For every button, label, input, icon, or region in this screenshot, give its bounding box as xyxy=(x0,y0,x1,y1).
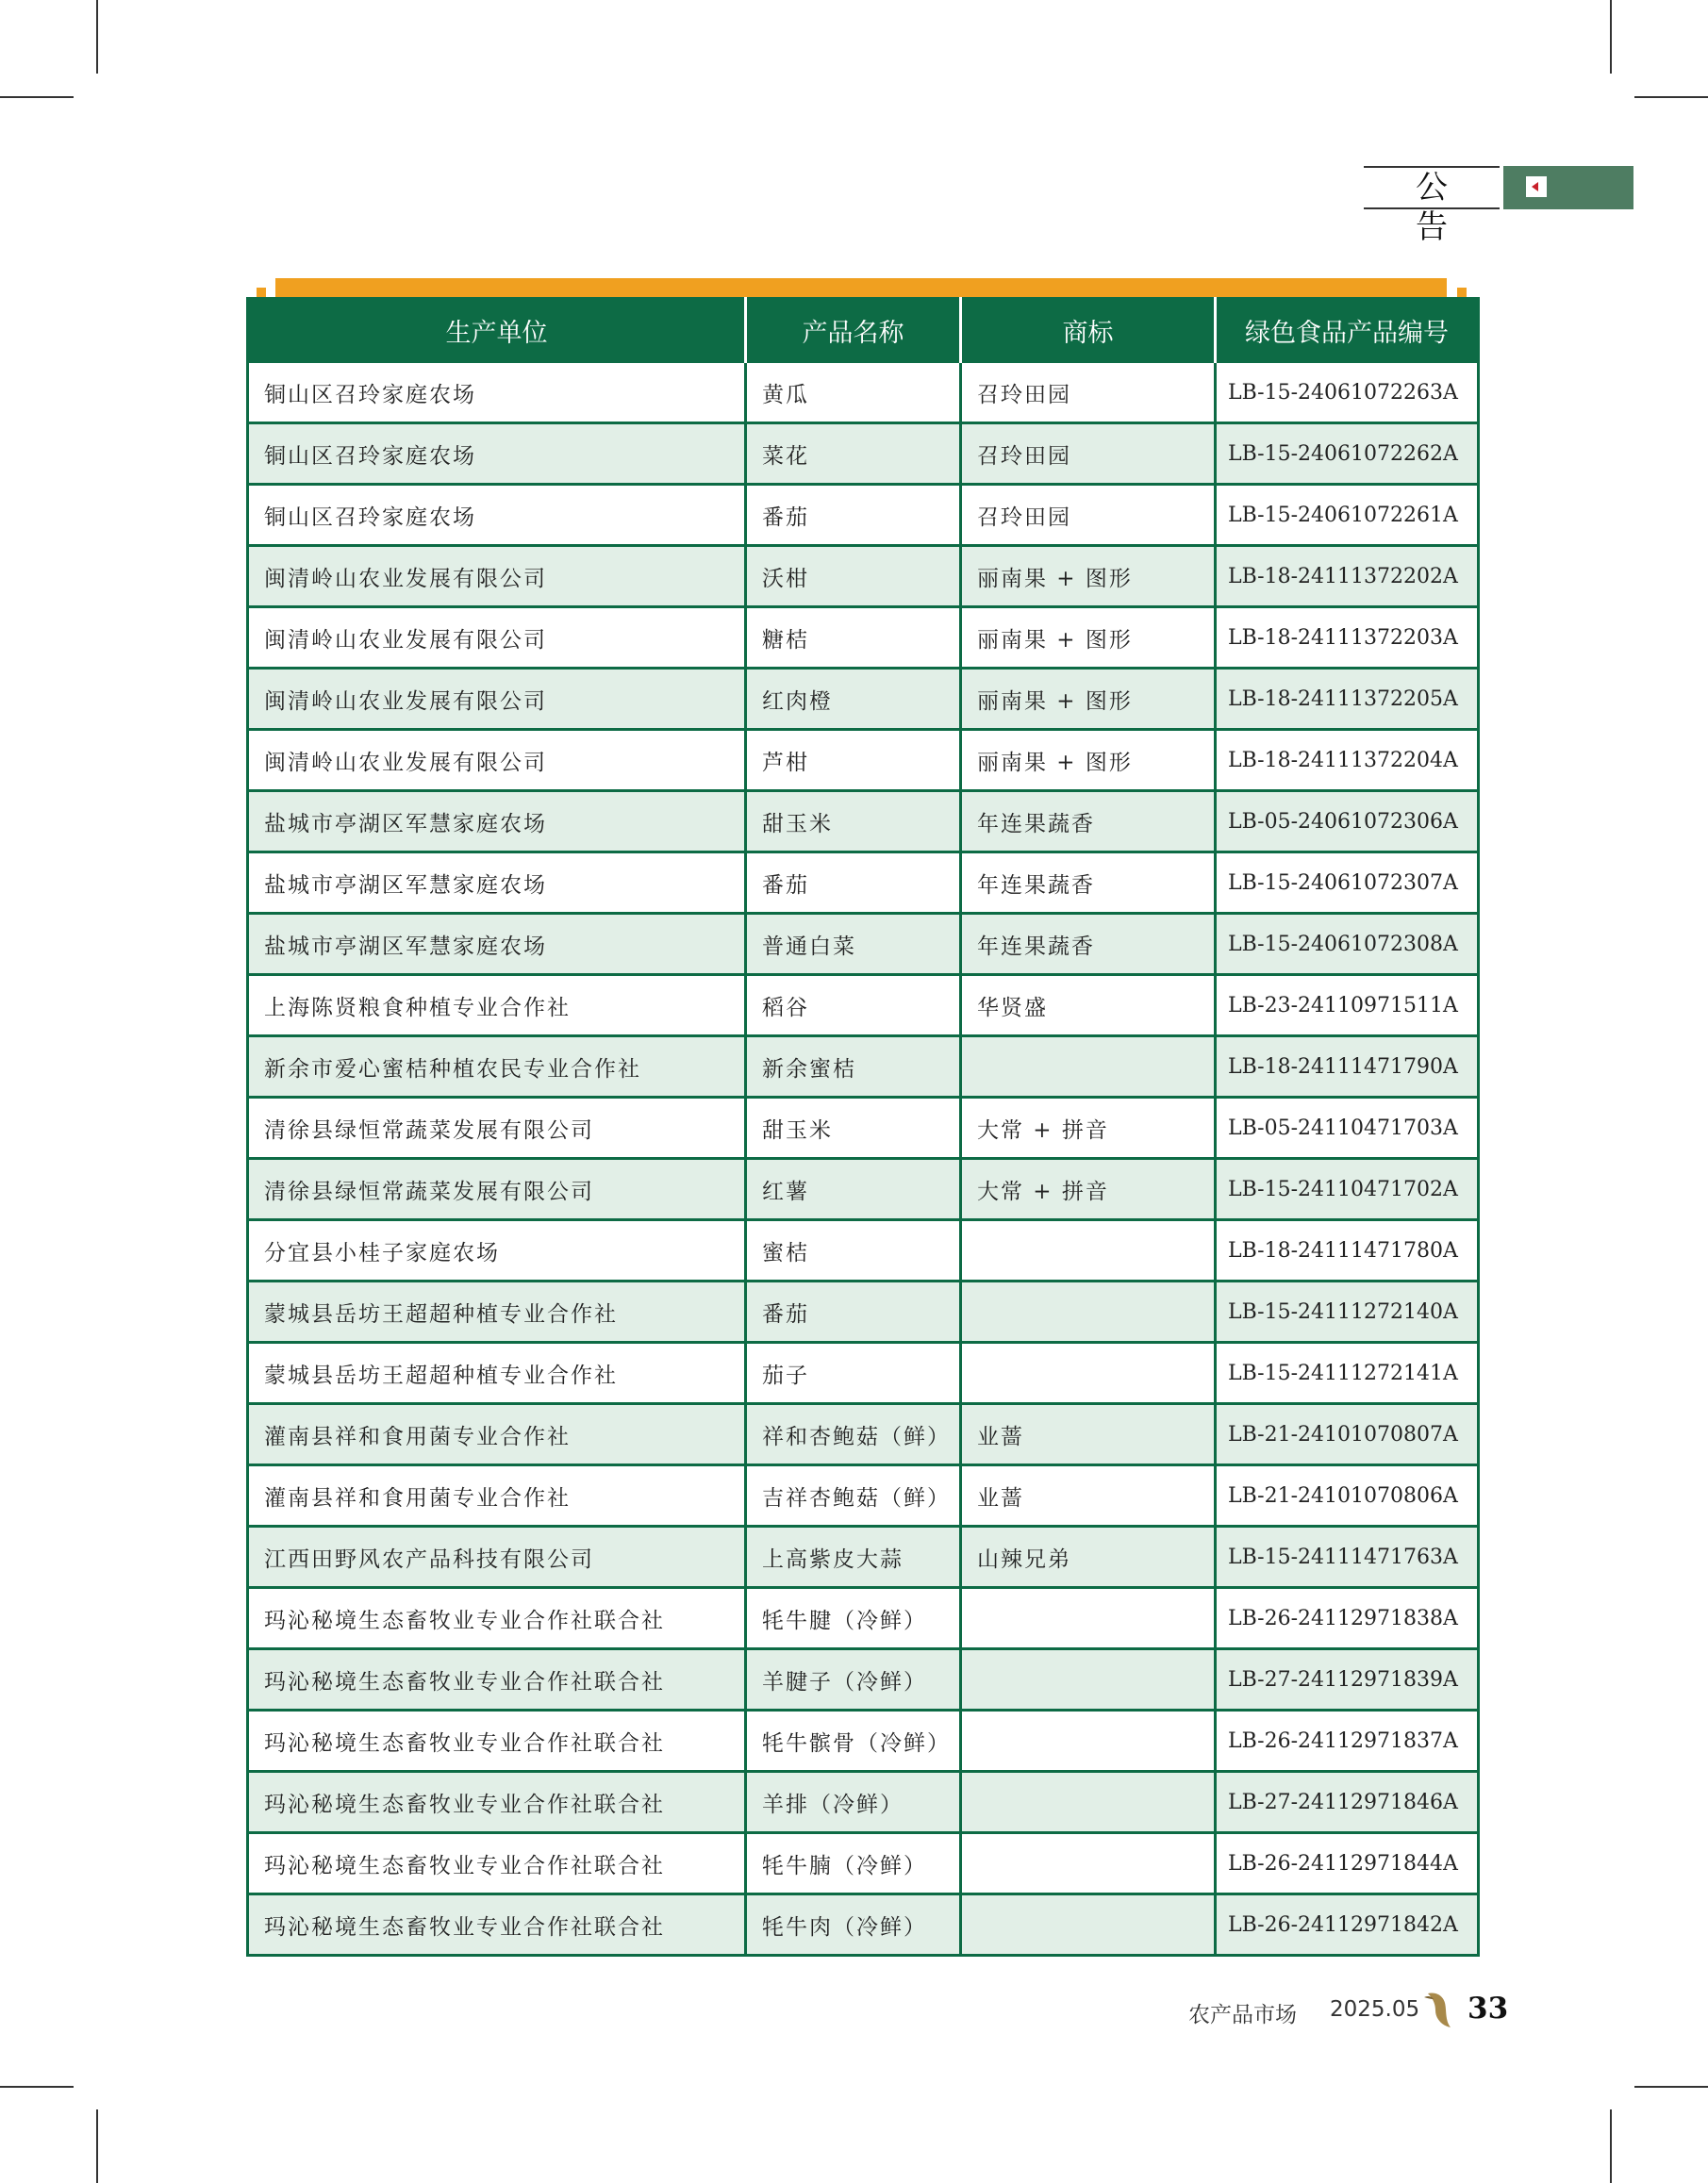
table-row xyxy=(248,423,1479,485)
table-row xyxy=(248,975,1479,1036)
table-row xyxy=(248,914,1479,975)
table-row xyxy=(248,791,1479,852)
cell-product-name: 普通白菜 xyxy=(746,914,961,975)
cell-product-name: 红肉橙 xyxy=(746,669,961,730)
cell-product-code: LB-21-24101070806A xyxy=(1216,1465,1479,1527)
cell-product-name: 番茄 xyxy=(746,485,961,546)
header-product-name: 产品名称 xyxy=(746,299,961,362)
section-bar xyxy=(1503,166,1633,209)
table-row xyxy=(248,1098,1479,1159)
cell-producer: 闽清岭山农业发展有限公司 xyxy=(248,607,746,669)
cell-trademark xyxy=(961,1220,1216,1282)
cell-product-code: LB-15-24061072261A xyxy=(1216,485,1479,546)
table-row xyxy=(248,1465,1479,1527)
crop-mark xyxy=(96,0,98,74)
cell-product-code: LB-27-24112971839A xyxy=(1216,1649,1479,1711)
magazine-name: 农产品市场 xyxy=(1188,2003,1297,2027)
cell-product-name: 芦柑 xyxy=(746,730,961,791)
cell-producer: 闽清岭山农业发展有限公司 xyxy=(248,669,746,730)
cell-product-name: 番茄 xyxy=(746,1282,961,1343)
cell-trademark: 召玲田园 xyxy=(961,485,1216,546)
cell-producer: 铜山区召玲家庭农场 xyxy=(248,362,746,423)
cell-product-name: 吉祥杏鲍菇（鲜） xyxy=(746,1465,961,1527)
cell-trademark: 丽南果 + 图形 xyxy=(961,730,1216,791)
table-row xyxy=(248,1833,1479,1894)
cell-producer: 新余市爱心蜜桔种植农民专业合作社 xyxy=(248,1036,746,1098)
cell-product-name: 糖桔 xyxy=(746,607,961,669)
cell-product-code: LB-26-24112971838A xyxy=(1216,1588,1479,1649)
crop-mark xyxy=(96,2109,98,2183)
cell-trademark: 召玲田园 xyxy=(961,423,1216,485)
cell-product-name: 番茄 xyxy=(746,852,961,914)
table-row xyxy=(248,1159,1479,1220)
cell-product-code: LB-18-24111372202A xyxy=(1216,546,1479,607)
cell-product-code: LB-26-24112971837A xyxy=(1216,1711,1479,1772)
cell-product-name: 牦牛髌骨（冷鲜） xyxy=(746,1711,961,1772)
cell-trademark xyxy=(961,1282,1216,1343)
cell-trademark: 业蔷 xyxy=(961,1404,1216,1465)
cell-product-name: 沃柑 xyxy=(746,546,961,607)
cell-product-code: LB-15-24061072307A xyxy=(1216,852,1479,914)
section-title: 公 告 xyxy=(1364,166,1500,209)
page-number: 33 xyxy=(1468,1992,1509,2026)
cell-trademark xyxy=(961,1711,1216,1772)
cell-producer: 蒙城县岳坊王超超种植专业合作社 xyxy=(248,1282,746,1343)
cell-producer: 铜山区召玲家庭农场 xyxy=(248,423,746,485)
table-row xyxy=(248,1894,1479,1956)
cell-producer: 灌南县祥和食用菌专业合作社 xyxy=(248,1404,746,1465)
cell-trademark: 华贤盛 xyxy=(961,975,1216,1036)
cell-product-name: 新余蜜桔 xyxy=(746,1036,961,1098)
cell-producer: 分宜县小桂子家庭农场 xyxy=(248,1220,746,1282)
cell-product-code: LB-15-24061072262A xyxy=(1216,423,1479,485)
cell-trademark: 年连果蔬香 xyxy=(961,791,1216,852)
cell-trademark: 丽南果 + 图形 xyxy=(961,546,1216,607)
cell-product-code: LB-18-24111471790A xyxy=(1216,1036,1479,1098)
cell-product-code: LB-05-24110471703A xyxy=(1216,1098,1479,1159)
cell-producer: 玛沁秘境生态畜牧业专业合作社联合社 xyxy=(248,1894,746,1956)
cell-producer: 蒙城县岳坊王超超种植专业合作社 xyxy=(248,1343,746,1404)
header-product-code: 绿色食品产品编号 xyxy=(1216,299,1479,362)
cell-producer: 灌南县祥和食用菌专业合作社 xyxy=(248,1465,746,1527)
cell-product-code: LB-18-24111471780A xyxy=(1216,1220,1479,1282)
issue-date: 2025.05 xyxy=(1330,1997,1420,2022)
cell-producer: 闽清岭山农业发展有限公司 xyxy=(248,546,746,607)
header-trademark: 商标 xyxy=(961,299,1216,362)
cell-product-name: 祥和杏鲍菇（鲜） xyxy=(746,1404,961,1465)
cell-trademark xyxy=(961,1894,1216,1956)
cell-product-code: LB-15-24061072308A xyxy=(1216,914,1479,975)
cell-trademark xyxy=(961,1343,1216,1404)
cell-trademark xyxy=(961,1649,1216,1711)
table-row xyxy=(248,1343,1479,1404)
cell-product-name: 黄瓜 xyxy=(746,362,961,423)
header-producer: 生产单位 xyxy=(248,299,746,362)
page-footer xyxy=(1188,1990,1509,2037)
cell-producer: 玛沁秘境生态畜牧业专业合作社联合社 xyxy=(248,1772,746,1833)
cell-trademark: 大常 + 拼音 xyxy=(961,1159,1216,1220)
cell-trademark: 召玲田园 xyxy=(961,362,1216,423)
crop-mark xyxy=(1610,0,1612,74)
table-row xyxy=(248,1649,1479,1711)
cell-trademark: 年连果蔬香 xyxy=(961,852,1216,914)
table-row xyxy=(248,546,1479,607)
table-row xyxy=(248,1282,1479,1343)
decorative-tab xyxy=(1457,288,1467,297)
cell-product-code: LB-18-24111372205A xyxy=(1216,669,1479,730)
crop-mark xyxy=(1610,2109,1612,2183)
cell-producer: 清徐县绿恒常蔬菜发展有限公司 xyxy=(248,1159,746,1220)
cell-producer: 盐城市亭湖区军慧家庭农场 xyxy=(248,914,746,975)
crop-mark xyxy=(0,2086,74,2088)
cell-producer: 江西田野风农产品科技有限公司 xyxy=(248,1527,746,1588)
cell-product-name: 甜玉米 xyxy=(746,791,961,852)
cell-product-name: 红薯 xyxy=(746,1159,961,1220)
cell-product-code: LB-05-24061072306A xyxy=(1216,791,1479,852)
cell-product-code: LB-18-24111372204A xyxy=(1216,730,1479,791)
cell-product-name: 牦牛腱（冷鲜） xyxy=(746,1588,961,1649)
cell-product-code: LB-15-24111272141A xyxy=(1216,1343,1479,1404)
cell-product-code: LB-26-24112971844A xyxy=(1216,1833,1479,1894)
table-row xyxy=(248,1772,1479,1833)
cell-product-name: 上高紫皮大蒜 xyxy=(746,1527,961,1588)
cell-trademark xyxy=(961,1772,1216,1833)
cell-product-name: 稻谷 xyxy=(746,975,961,1036)
cell-product-name: 菜花 xyxy=(746,423,961,485)
cell-product-name: 蜜桔 xyxy=(746,1220,961,1282)
cell-producer: 铜山区召玲家庭农场 xyxy=(248,485,746,546)
cell-producer: 玛沁秘境生态畜牧业专业合作社联合社 xyxy=(248,1649,746,1711)
cell-product-name: 牦牛腩（冷鲜） xyxy=(746,1833,961,1894)
table-row xyxy=(248,1036,1479,1098)
cell-product-name: 羊腱子（冷鲜） xyxy=(746,1649,961,1711)
cell-product-code: LB-15-24111471763A xyxy=(1216,1527,1479,1588)
cell-producer: 闽清岭山农业发展有限公司 xyxy=(248,730,746,791)
table-row xyxy=(248,1220,1479,1282)
cell-producer: 玛沁秘境生态畜牧业专业合作社联合社 xyxy=(248,1711,746,1772)
table-row xyxy=(248,362,1479,423)
table-row xyxy=(248,1711,1479,1772)
table-row xyxy=(248,669,1479,730)
cell-product-code: LB-15-24111272140A xyxy=(1216,1282,1479,1343)
crop-mark xyxy=(1634,2086,1708,2088)
table-row xyxy=(248,485,1479,546)
arrow-left-icon xyxy=(1526,176,1547,197)
table-header-row xyxy=(248,299,1479,362)
cell-trademark xyxy=(961,1036,1216,1098)
cell-product-code: LB-23-24110971511A xyxy=(1216,975,1479,1036)
cell-producer: 清徐县绿恒常蔬菜发展有限公司 xyxy=(248,1098,746,1159)
cell-producer: 盐城市亭湖区军慧家庭农场 xyxy=(248,791,746,852)
cell-producer: 盐城市亭湖区军慧家庭农场 xyxy=(248,852,746,914)
table-row xyxy=(248,607,1479,669)
cell-product-name: 牦牛肉（冷鲜） xyxy=(746,1894,961,1956)
table-row xyxy=(248,730,1479,791)
cell-trademark: 丽南果 + 图形 xyxy=(961,607,1216,669)
cell-trademark: 山辣兄弟 xyxy=(961,1527,1216,1588)
decorative-tab xyxy=(257,288,266,297)
cell-producer: 玛沁秘境生态畜牧业专业合作社联合社 xyxy=(248,1833,746,1894)
table-row xyxy=(248,852,1479,914)
crop-mark xyxy=(1634,96,1708,98)
crop-mark xyxy=(0,96,74,98)
table-row xyxy=(248,1588,1479,1649)
cell-product-name: 羊排（冷鲜） xyxy=(746,1772,961,1833)
section-header xyxy=(1364,166,1633,246)
cell-trademark xyxy=(961,1833,1216,1894)
green-food-product-table xyxy=(246,297,1480,1957)
table-row xyxy=(248,1404,1479,1465)
cell-product-code: LB-27-24112971846A xyxy=(1216,1772,1479,1833)
cell-product-code: LB-21-24101070807A xyxy=(1216,1404,1479,1465)
cell-trademark: 大常 + 拼音 xyxy=(961,1098,1216,1159)
cell-trademark xyxy=(961,1588,1216,1649)
cell-producer: 上海陈贤粮食种植专业合作社 xyxy=(248,975,746,1036)
cell-product-code: LB-26-24112971842A xyxy=(1216,1894,1479,1956)
cell-product-name: 茄子 xyxy=(746,1343,961,1404)
cell-product-code: LB-15-24061072263A xyxy=(1216,362,1479,423)
cell-producer: 玛沁秘境生态畜牧业专业合作社联合社 xyxy=(248,1588,746,1649)
cell-product-name: 甜玉米 xyxy=(746,1098,961,1159)
bird-logo-icon xyxy=(1422,1990,1456,2031)
cell-trademark: 业蔷 xyxy=(961,1465,1216,1527)
table-body xyxy=(248,362,1479,1956)
cell-product-code: LB-18-24111372203A xyxy=(1216,607,1479,669)
decorative-band xyxy=(275,278,1447,297)
cell-product-code: LB-15-24110471702A xyxy=(1216,1159,1479,1220)
cell-trademark: 丽南果 + 图形 xyxy=(961,669,1216,730)
cell-trademark: 年连果蔬香 xyxy=(961,914,1216,975)
table-row xyxy=(248,1527,1479,1588)
